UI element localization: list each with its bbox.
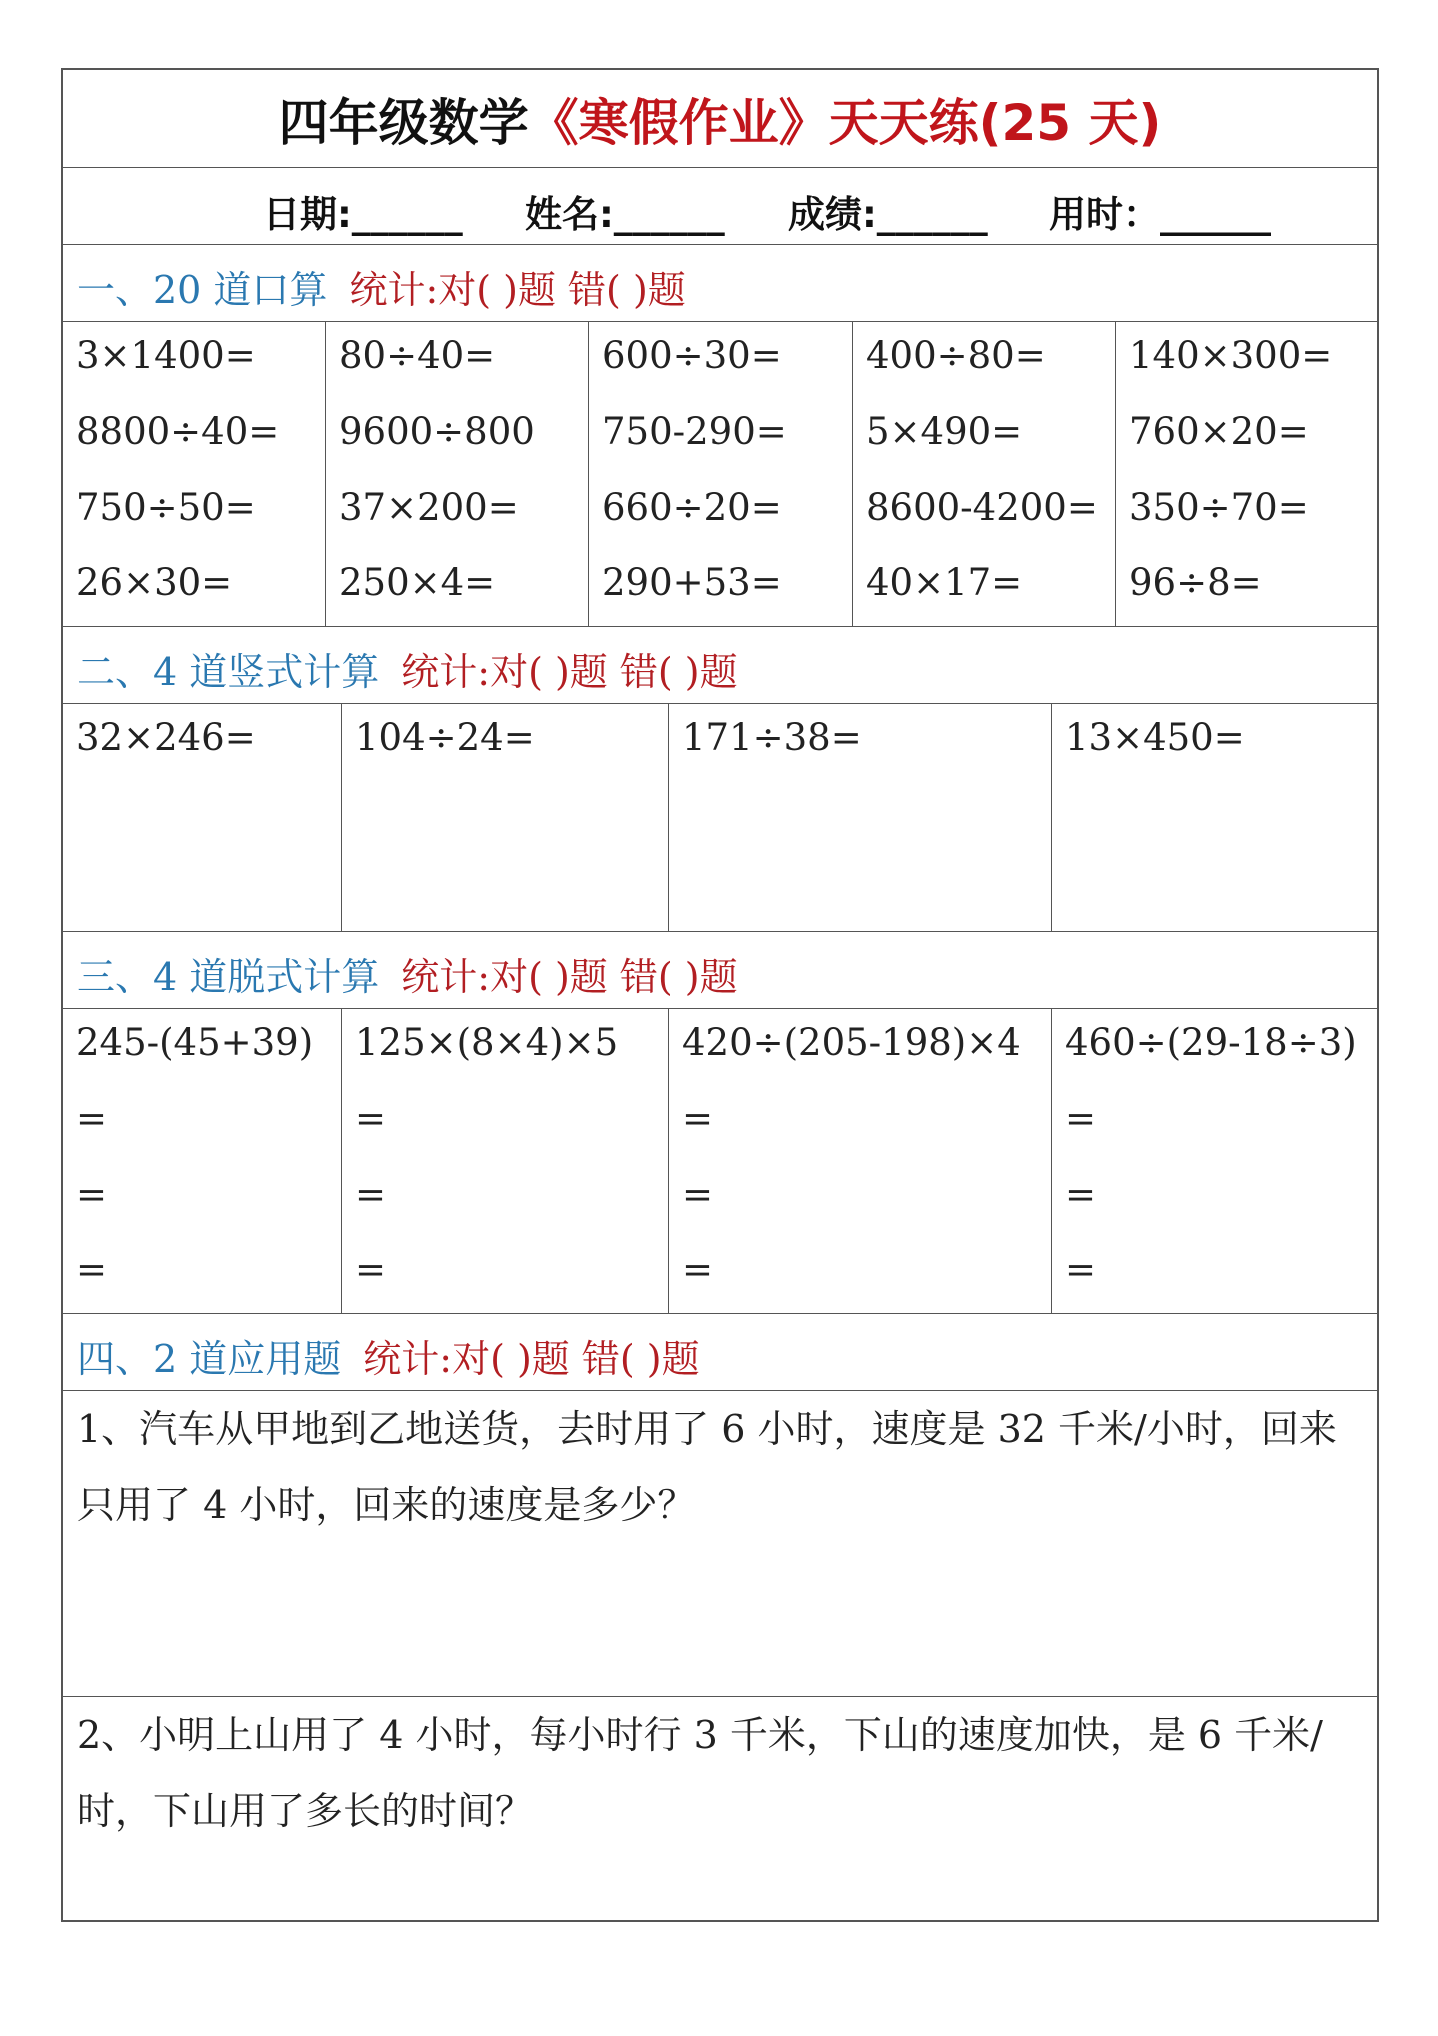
stepwise-step: =	[682, 1097, 714, 1140]
vertical-problem: 171÷38=	[682, 716, 862, 759]
student-info-row	[63, 168, 1377, 245]
vertical-cell[interactable]	[63, 704, 341, 931]
section-heading: 二、4 道竖式计算	[77, 650, 380, 694]
oral-problem: 290+53=	[602, 561, 782, 604]
date-field[interactable]: 日期:______	[263, 193, 463, 236]
stepwise-step: =	[76, 1097, 108, 1140]
section-heading: 四、2 道应用题	[77, 1337, 342, 1381]
oral-column	[588, 322, 852, 626]
oral-column	[63, 322, 325, 626]
section-heading: 三、4 道脱式计算	[77, 955, 380, 999]
oral-problem: 8600-4200=	[866, 486, 1098, 529]
oral-problem: 26×30=	[76, 561, 233, 604]
oral-grid	[63, 322, 1377, 627]
stepwise-cell[interactable]	[668, 1009, 1051, 1313]
oral-problem: 350÷70=	[1129, 486, 1309, 529]
word-problem-cell[interactable]	[63, 1391, 1377, 1697]
section-vertical-header	[63, 627, 1377, 704]
stepwise-expression: 460÷(29-18÷3)	[1065, 1021, 1357, 1064]
oral-column	[1115, 322, 1377, 626]
section-heading: 一、20 道口算	[77, 268, 328, 312]
time-field[interactable]: 用时：______	[1049, 193, 1271, 236]
section-oral-header	[63, 245, 1377, 322]
oral-problem: 600÷30=	[602, 334, 782, 377]
oral-problem: 37×200=	[339, 486, 519, 529]
stepwise-cell[interactable]	[63, 1009, 341, 1313]
stepwise-expression: 125×(8×4)×5	[355, 1021, 619, 1064]
vertical-cell[interactable]	[668, 704, 1051, 931]
score-field[interactable]: 成绩:______	[788, 193, 988, 236]
oral-problem: 80÷40=	[339, 334, 496, 377]
section-stats: 统计:对( )题 错( )题	[349, 268, 686, 312]
stepwise-step: =	[682, 1173, 714, 1216]
stepwise-cell[interactable]	[341, 1009, 668, 1313]
title-highlight: 《寒假作业》天天练(25 天)	[528, 93, 1162, 152]
vertical-cell[interactable]	[1051, 704, 1377, 931]
word-problem-text: 1、汽车从甲地到乙地送货，去时用了 6 小时，速度是 32 千米/小时，回来只用了 4 小时，回来的速度是多少？	[77, 1407, 1337, 1527]
section-stepwise-header	[63, 932, 1377, 1009]
oral-column	[325, 322, 588, 626]
vertical-problem: 104÷24=	[355, 716, 535, 759]
oral-problem: 5×490=	[866, 410, 1023, 453]
oral-problem: 400÷80=	[866, 334, 1046, 377]
stepwise-step: =	[76, 1173, 108, 1216]
vertical-problem: 32×246=	[76, 716, 256, 759]
vertical-cell[interactable]	[341, 704, 668, 931]
oral-problem: 3×1400=	[76, 334, 256, 377]
vertical-problem: 13×450=	[1065, 716, 1245, 759]
worksheet	[61, 68, 1379, 1922]
stepwise-step: =	[355, 1248, 387, 1291]
oral-column	[852, 322, 1115, 626]
oral-problem: 40×17=	[866, 561, 1023, 604]
stepwise-step: =	[76, 1248, 108, 1291]
worksheet-title	[63, 70, 1377, 168]
word-problem-text: 2、小明上山用了 4 小时，每小时行 3 千米，下山的速度加快，是 6 千米/时，下山用了多长的时间？	[77, 1713, 1323, 1833]
stepwise-grid	[63, 1009, 1377, 1314]
stepwise-step: =	[1065, 1173, 1097, 1216]
stepwise-step: =	[682, 1248, 714, 1291]
oral-problem: 750-290=	[602, 410, 787, 453]
stepwise-step: =	[1065, 1248, 1097, 1291]
stepwise-step: =	[355, 1173, 387, 1216]
oral-problem: 760×20=	[1129, 410, 1309, 453]
oral-problem: 9600÷800	[339, 410, 535, 453]
stepwise-step: =	[1065, 1097, 1097, 1140]
oral-problem: 140×300=	[1129, 334, 1333, 377]
section-stats: 统计:对( )题 错( )题	[401, 650, 738, 694]
section-word-header	[63, 1314, 1377, 1391]
stepwise-expression: 420÷(205-198)×4	[682, 1021, 1021, 1064]
stepwise-step: =	[355, 1097, 387, 1140]
oral-problem: 750÷50=	[76, 486, 256, 529]
vertical-grid	[63, 704, 1377, 932]
title-main: 四年级数学	[278, 93, 529, 152]
oral-problem: 8800÷40=	[76, 410, 280, 453]
oral-problem: 660÷20=	[602, 486, 782, 529]
oral-problem: 250×4=	[339, 561, 496, 604]
stepwise-cell[interactable]	[1051, 1009, 1377, 1313]
section-stats: 统计:对( )题 错( )题	[363, 1337, 700, 1381]
name-field[interactable]: 姓名:______	[525, 193, 725, 236]
word-problem-cell[interactable]	[63, 1697, 1377, 1922]
oral-problem: 96÷8=	[1129, 561, 1262, 604]
section-stats: 统计:对( )题 错( )题	[401, 955, 738, 999]
stepwise-expression: 245-(45+39)	[76, 1021, 314, 1064]
